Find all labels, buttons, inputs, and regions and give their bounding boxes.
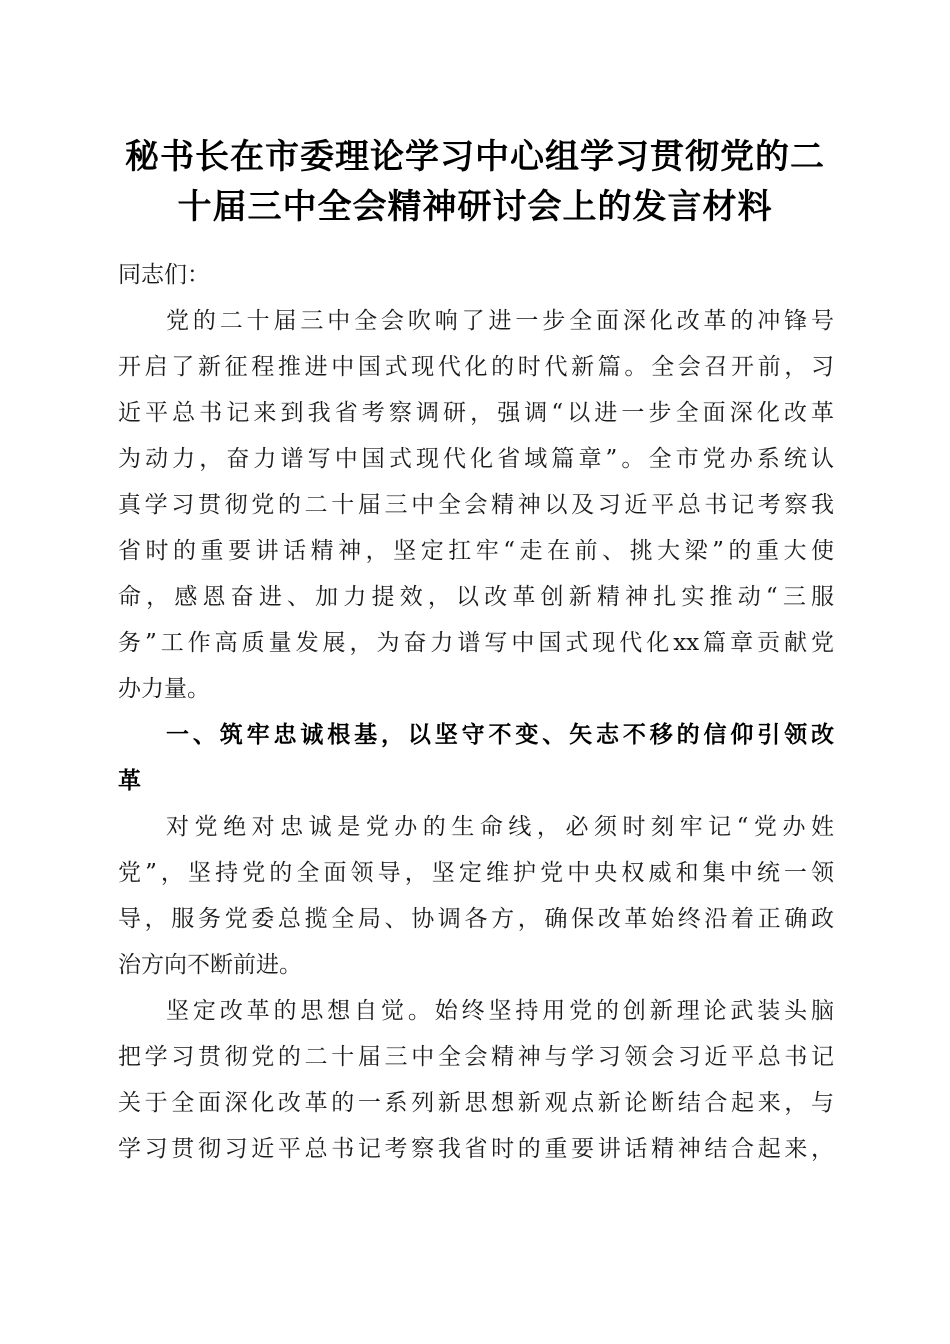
paragraph-1 (118, 298, 834, 712)
text-line: 开启了新征程推进中国式现代化的时代新篇。全会召开前，习 (118, 354, 834, 380)
text-line: 把学习贯彻党的二十届三中全会精神与学习领会习近平总书记 (118, 1044, 834, 1070)
text-line: 命，感恩奋进、加力提效，以改革创新精神扎实推动“三服 (118, 584, 834, 610)
heading-line: 一、筑牢忠诚根基，以坚守不变、矢志不移的信仰引领改 (166, 722, 834, 748)
salutation: 同志们： (118, 262, 210, 288)
text-line: 学习贯彻习近平总书记考察我省时的重要讲话精神结合起来， (118, 1136, 834, 1162)
text-line: 真学习贯彻党的二十届三中全会精神以及习近平总书记考察我 (118, 492, 834, 518)
text-line: 办力量。 (118, 676, 210, 702)
text-line: 对党绝对忠诚是党办的生命线，必须时刻牢记“党办姓 (166, 814, 834, 840)
section-heading-1 (118, 712, 834, 804)
text-line: 务”工作高质量发展，为奋力谱写中国式现代化xx篇章贡献党 (118, 630, 834, 656)
text-line: 关于全面深化改革的一系列新思想新观点新论断结合起来，与 (118, 1090, 834, 1116)
title-line: 秘书长在市委理论学习中心组学习贯彻党的二 (125, 137, 825, 177)
text-line: 为动力，奋力谱写中国式现代化省域篇章”。全市党办系统认 (118, 446, 834, 472)
text-line: 近平总书记来到我省考察调研，强调“以进一步全面深化改革 (118, 400, 834, 426)
text-line: 省时的重要讲话精神，坚定扛牢“走在前、挑大梁”的重大使 (118, 538, 834, 564)
text-line: 党的二十届三中全会吹响了进一步全面深化改革的冲锋号 (166, 308, 834, 334)
document-body (118, 252, 834, 1172)
paragraph-3 (118, 988, 834, 1172)
text-line: 坚定改革的思想自觉。始终坚持用党的创新理论武装头脑 (166, 998, 834, 1024)
title-line: 十届三中全会精神研讨会上的发言材料 (177, 187, 773, 227)
text-line: 导，服务党委总揽全局、协调各方，确保改革始终沿着正确政 (118, 906, 834, 932)
document-title (100, 132, 850, 232)
text-line: 党”，坚持党的全面领导，坚定维护党中央权威和集中统一领 (118, 860, 834, 886)
paragraph-2 (118, 804, 834, 988)
heading-line: 革 (118, 768, 141, 794)
text-line: 治方向不断前进。 (118, 952, 302, 978)
